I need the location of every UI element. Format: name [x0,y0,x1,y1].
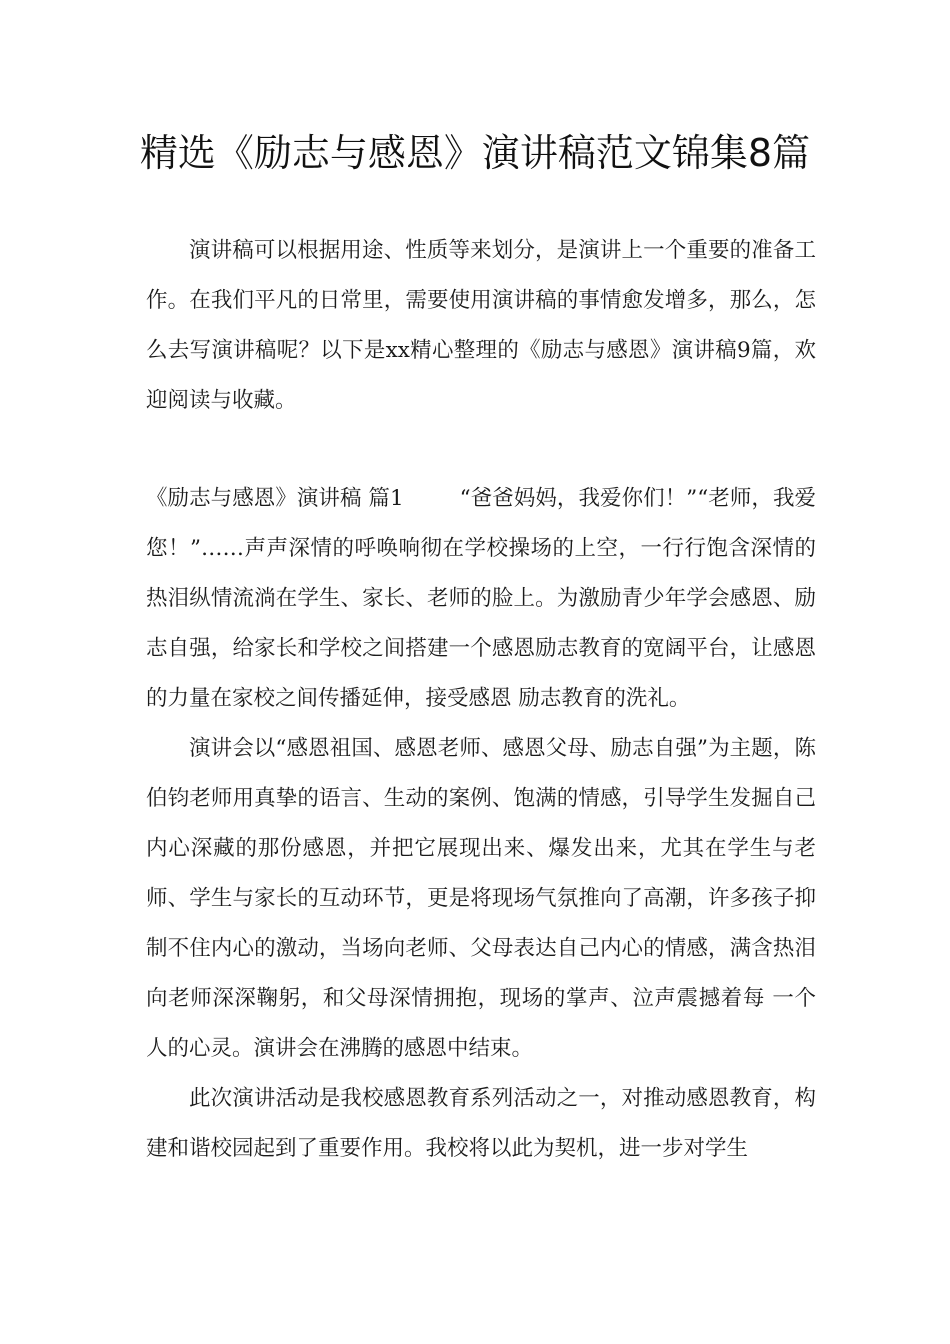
intro-section [146,226,816,426]
article-first-paragraph [146,474,816,724]
article-paragraph-3: 此次演讲活动是我校感恩教育系列活动之一，对推动感恩教育，构建和谐校园起到了重要作用。我校将以此为契机，进一步对学生 [146,1086,816,1161]
document-title: 精选《励志与感恩》演讲稿范文锦集8篇 [139,131,811,175]
section-heading: 《励志与感恩》演讲稿 篇1 [146,486,404,511]
intro-paragraph: 演讲稿可以根据用途、性质等来划分，是演讲上一个重要的准备工作。在我们平凡的日常里，需要使用演讲稿的事情愈发增多，那么，怎么去写演讲稿呢？以下是xx精心整理的《励志与感恩》演讲稿9篇，欢迎阅读与收藏。 [146,238,816,413]
article-section-1 [146,474,816,1174]
article-paragraph-1: “爸爸妈妈，我爱你们！”“老师，我爱您！”……声声深情的呼唤响彻在学校操场的上空，一行行饱含深情的热泪纵情流淌在学生、家长、老师的脸上。为激励青少年学会感恩、励志自强，给家长和学校之间搭建一个感恩励志教育的宽阔平台，让感恩的力量在家校之间传播延伸，接受感恩 励志教育的洗礼。 [146,486,817,711]
article-paragraph-2: 演讲会以“感恩祖国、感恩老师、感恩父母、励志自强”为主题，陈伯钧老师用真挚的语言、生动的案例、饱满的情感，引导学生发掘自己内心深藏的那份感恩，并把它展现出来、爆发出来，尤其在学生与老师、学生与家长的互动环节，更是将现场气氛推向了高潮，许多孩子抑制不住内心的激动，当场向老师、父母表达自己内心的情感，满含热泪向老师深深鞠躬，和父母深情拥抱，现场的掌声、泣声震撼着每 一个人的心灵。演讲会在沸腾的感恩中结束。 [146,736,816,1061]
